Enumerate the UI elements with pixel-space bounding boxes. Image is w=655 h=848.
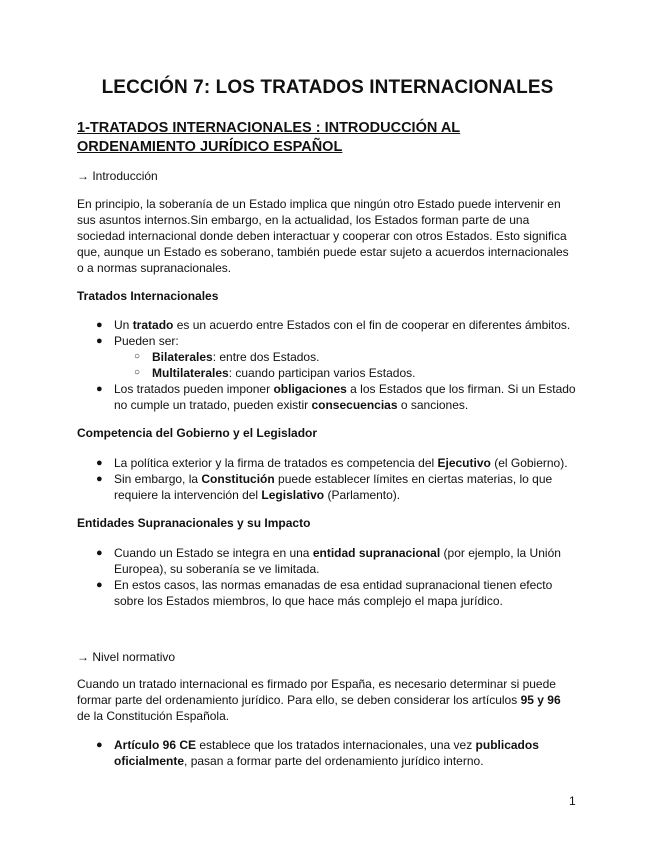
list-competencia xyxy=(0,455,655,503)
list-entidades xyxy=(0,545,655,609)
bullet-icon: ● xyxy=(96,547,103,559)
list-nivel xyxy=(0,737,655,769)
bullet-icon: ● xyxy=(96,319,103,331)
subheading-competencia: Competencia del Gobierno y el Legislador xyxy=(77,426,318,440)
bullet-icon: ● xyxy=(96,335,103,347)
list-item: ● Sin embargo, la Constitución puede establecer límites en ciertas materias, lo que requiere la intervención del Legislativo (Parlamento). xyxy=(96,472,553,502)
list-item: ● Artículo 96 CE establece que los tratados internacionales, una vez publicados oficialmente, pasan a formar parte del ordenamiento jurídico interno. xyxy=(96,738,539,768)
intro-paragraph: En principio, la soberanía de un Estado implica que ningún otro Estado puede intervenir en sus asuntos internos.Sin embargo, en la actualidad, los Estados forman parte de una sociedad internacional donde deben interactuar y cooperar con otros Estados. Esto significa que, aunque un Estado es soberano, también puede estar sujeto a acuerdos internacionales o a normas supranacionales. xyxy=(77,197,569,275)
list-item: ● Pueden ser: xyxy=(96,334,179,348)
list-item: ● La política exterior y la firma de tratados es competencia del Ejecutivo (el Gobierno). xyxy=(96,456,568,470)
circle-bullet-icon: ○ xyxy=(134,351,141,362)
subheading-entidades: Entidades Supranacionales y su Impacto xyxy=(77,516,311,530)
section-heading: 1-TRATADOS INTERNACIONALES : INTRODUCCIÓN AL ORDENAMIENTO JURÍDICO ESPAÑOL xyxy=(77,120,461,155)
list-tratados xyxy=(0,317,655,413)
bullet-icon: ● xyxy=(96,739,103,751)
list-item: ● Cuando un Estado se integra en una entidad supranacional (por ejemplo, la Unión Europea), su soberanía se ve limitada. xyxy=(96,546,561,576)
intro-label: → Introducción xyxy=(77,169,158,183)
subheading-tratados: Tratados Internacionales xyxy=(77,289,219,303)
bullet-icon: ● xyxy=(96,383,103,395)
sub-list-item: ○ Multilaterales: cuando participan varios Estados. xyxy=(134,366,416,380)
bullet-icon: ● xyxy=(96,473,103,485)
sub-list-item: ○ Bilaterales: entre dos Estados. xyxy=(134,350,320,364)
list-item: ● Los tratados pueden imponer obligaciones a los Estados que los firman. Si un Estado no cumple un tratado, pueden existir consecuencias o sanciones. xyxy=(96,382,576,412)
bullet-icon: ● xyxy=(96,457,103,469)
bullet-icon: ● xyxy=(96,579,103,591)
list-item: ● Un tratado es un acuerdo entre Estados con el fin de cooperar en diferentes ámbitos. xyxy=(96,318,571,332)
list-item: ● En estos casos, las normas emanadas de esa entidad supranacional tienen efecto sobre los Estados miembros, lo que hace más complejo el mapa jurídico. xyxy=(96,578,553,608)
circle-bullet-icon: ○ xyxy=(134,367,141,378)
page-title: LECCIÓN 7: LOS TRATADOS INTERNACIONALES xyxy=(101,77,554,98)
nivel-label: → Nivel normativo xyxy=(77,650,176,664)
page-number: 1 xyxy=(569,794,576,808)
nivel-paragraph: Cuando un tratado internacional es firmado por España, es necesario determinar si puede formar parte del ordenamiento jurídico. Para ello, se deben considerar los artículos 95 y 96 de la Constitución Española. xyxy=(77,677,561,723)
